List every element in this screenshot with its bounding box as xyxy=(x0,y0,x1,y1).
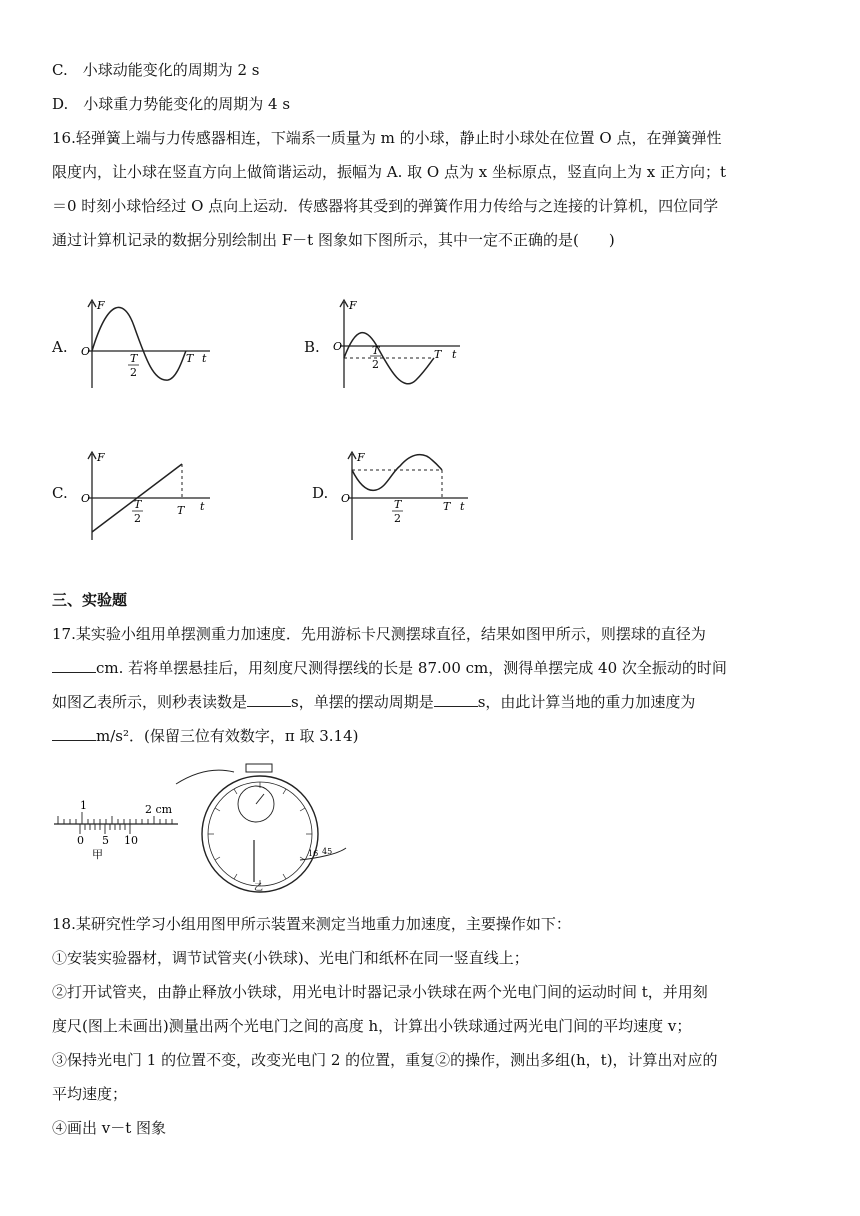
q16-option-c-label: C. xyxy=(52,484,68,502)
section-title: 三、实验题 xyxy=(52,591,128,609)
q18-step-4: ④画出 v－t 图象 xyxy=(52,1119,167,1137)
q18-step-2-line-2: 度尺(图上未画出)测量出两个光电门之间的高度 h，计算出小铁球通过两光电门间的平均速度 v； xyxy=(52,1017,692,1035)
svg-text:T: T xyxy=(134,498,142,511)
svg-text:2: 2 xyxy=(130,366,137,379)
q18-step-1: ①安装实验器材，调节试管夹(小铁球)、光电门和纸杯在同一竖直线上； xyxy=(52,949,529,967)
vernier-caliper-figure xyxy=(52,794,182,866)
q15-option-c: C. 小球动能变化的周期为 2 s xyxy=(52,61,260,79)
svg-text:5: 5 xyxy=(102,834,109,847)
svg-text:1: 1 xyxy=(80,799,87,812)
q17-stem-line-3: 如图乙表所示，则秒表读数是 s，单摆的摆动周期是 s，由此计算当地的重力加速度为 xyxy=(52,693,696,711)
svg-text:2 cm: 2 cm xyxy=(145,803,173,816)
svg-text:O: O xyxy=(341,492,351,505)
q16-option-a-label: A. xyxy=(52,338,68,356)
q17-stem-line-4: m/s²．(保留三位有效数字，π 取 3.14) xyxy=(52,726,359,746)
svg-text:乙: 乙 xyxy=(254,883,264,893)
svg-text:T: T xyxy=(443,500,451,513)
svg-text:10: 10 xyxy=(124,834,138,847)
svg-text:T: T xyxy=(372,344,380,357)
answer-blank-period[interactable] xyxy=(434,692,478,707)
svg-text:T: T xyxy=(130,352,138,365)
q16-stem-line-4: 通过计算机记录的数据分别绘制出 F－t 图象如下图所示，其中一定不正确的是( ) xyxy=(52,231,615,249)
graph-d xyxy=(338,448,478,548)
q16-stem-line-2: 限度内，让小球在竖直方向上做简谐运动，振幅为 A. 取 O 点为 x 坐标原点，竖直向上为 x 正方向；t xyxy=(52,163,726,181)
answer-blank-stopwatch[interactable] xyxy=(247,692,291,707)
stopwatch-figure xyxy=(168,762,358,894)
graph-c xyxy=(76,448,216,548)
svg-text:16: 16 xyxy=(308,849,319,858)
q16-option-d-label: D. xyxy=(312,484,329,502)
svg-text:O: O xyxy=(81,492,91,505)
svg-text:2: 2 xyxy=(134,512,141,525)
q18-step-3-line-2: 平均速度； xyxy=(52,1085,128,1103)
answer-blank-diameter[interactable] xyxy=(52,658,96,673)
svg-text:t: t xyxy=(460,500,465,513)
svg-text:t: t xyxy=(202,352,207,365)
graph-a xyxy=(76,296,216,396)
svg-text:45: 45 xyxy=(322,847,333,856)
q18-step-3-line-1: ③保持光电门 1 的位置不变，改变光电门 2 的位置，重复②的操作，测出多组(h，t)，计算出对应的 xyxy=(52,1051,718,1069)
svg-text:t: t xyxy=(200,500,205,513)
svg-text:0: 0 xyxy=(77,834,84,847)
svg-text:2: 2 xyxy=(372,358,379,371)
svg-text:2: 2 xyxy=(394,512,401,525)
svg-text:O: O xyxy=(333,340,343,353)
q16-stem-line-1: 16.轻弹簧上端与力传感器相连，下端系一质量为 m 的小球，静止时小球处在位置 O 点，在弹簧弹性 xyxy=(52,129,722,147)
svg-text:T: T xyxy=(177,504,185,517)
answer-blank-gravity[interactable] xyxy=(52,726,96,741)
svg-text:T: T xyxy=(186,352,194,365)
q17-stem-line-2: cm. 若将单摆悬挂后，用刻度尺测得摆线的长是 87.00 cm，测得单摆完成 40 次全振动的时间 xyxy=(52,658,727,678)
svg-text:O: O xyxy=(81,345,91,358)
svg-text:甲: 甲 xyxy=(92,848,103,861)
q16-option-b-label: B. xyxy=(304,338,320,356)
svg-text:F: F xyxy=(97,299,105,312)
q16-stem-line-3: ＝0 时刻小球恰经过 O 点向上运动．传感器将其受到的弹簧作用力传给与之连接的计算机，四位同学 xyxy=(52,197,719,215)
q18-stem-line-1: 18.某研究性学习小组用图甲所示装置来测定当地重力加速度，主要操作如下： xyxy=(52,915,571,933)
svg-text:T: T xyxy=(434,348,442,361)
graph-b xyxy=(330,296,470,396)
svg-text:F: F xyxy=(97,451,105,464)
q18-step-2-line-1: ②打开试管夹，由静止释放小铁球，用光电计时器记录小铁球在两个光电门间的运动时间 t，并用刻 xyxy=(52,983,708,1001)
svg-text:F: F xyxy=(357,451,365,464)
svg-text:T: T xyxy=(394,498,402,511)
svg-text:F: F xyxy=(349,299,357,312)
q15-option-d: D. 小球重力势能变化的周期为 4 s xyxy=(52,95,291,113)
q17-stem-line-1: 17.某实验小组用单摆测重力加速度．先用游标卡尺测摆球直径，结果如图甲所示，则摆球的直径为 xyxy=(52,625,706,643)
svg-text:t: t xyxy=(452,348,457,361)
